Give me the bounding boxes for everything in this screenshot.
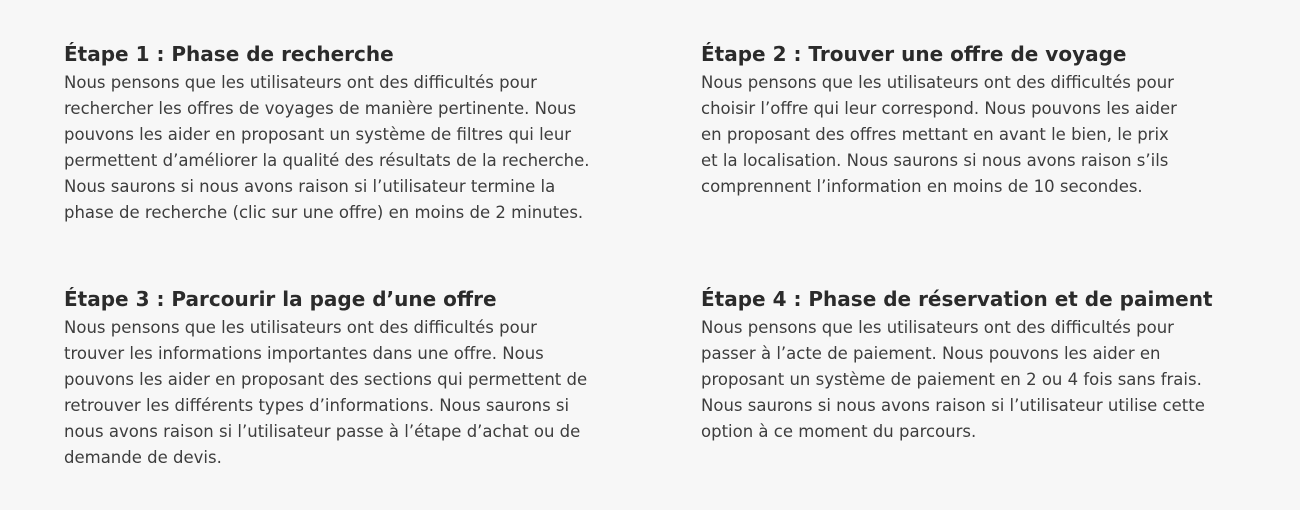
step-1-title: Étape 1 : Phase de recherche bbox=[64, 42, 394, 66]
step-1-line: Nous saurons si nous avons raison si l’utilisateur termine la bbox=[64, 177, 556, 196]
step-4-title: Étape 4 : Phase de réservation et de paiment bbox=[701, 287, 1213, 311]
step-1-line: permettent d’améliorer la qualité des résultats de la recherche. bbox=[64, 151, 590, 170]
step-3-line: pouvons les aider en proposant des sections qui permettent de bbox=[64, 370, 588, 389]
step-2-line: et la localisation. Nous saurons si nous avons raison s’ils bbox=[701, 151, 1169, 170]
step-4-line: option à ce moment du parcours. bbox=[701, 422, 977, 441]
step-1-section bbox=[64, 40, 634, 226]
step-4-line: proposant un système de paiement en 2 ou 4 fois sans frais. bbox=[701, 370, 1202, 389]
step-3-section bbox=[64, 285, 634, 471]
step-1-body bbox=[64, 70, 634, 226]
step-3-title: Étape 3 : Parcourir la page d’une offre bbox=[64, 287, 497, 311]
step-4-body bbox=[701, 315, 1271, 445]
step-2-line: Nous pensons que les utilisateurs ont des difficultés pour bbox=[701, 73, 1174, 92]
step-4-section bbox=[701, 285, 1271, 445]
step-1-line: rechercher les offres de voyages de manière pertinente. Nous bbox=[64, 99, 577, 118]
step-2-body bbox=[701, 70, 1271, 200]
step-2-section bbox=[701, 40, 1271, 200]
step-3-line: trouver les informations importantes dans une offre. Nous bbox=[64, 344, 544, 363]
step-1-line: pouvons les aider en proposant un système de filtres qui leur bbox=[64, 125, 572, 144]
step-1-line: Nous pensons que les utilisateurs ont des difficultés pour bbox=[64, 73, 537, 92]
step-4-line: Nous saurons si nous avons raison si l’utilisateur utilise cette bbox=[701, 396, 1205, 415]
step-2-line: en proposant des offres mettant en avant le bien, le prix bbox=[701, 125, 1169, 144]
step-3-line: demande de devis. bbox=[64, 448, 222, 467]
step-2-line: comprennent l’information en moins de 10 secondes. bbox=[701, 177, 1143, 196]
step-3-body bbox=[64, 315, 634, 471]
step-3-line: retrouver les différents types d’informations. Nous saurons si bbox=[64, 396, 570, 415]
step-2-line: choisir l’offre qui leur correspond. Nous pouvons les aider bbox=[701, 99, 1177, 118]
step-4-line: Nous pensons que les utilisateurs ont des difficultés pour bbox=[701, 318, 1174, 337]
step-3-line: nous avons raison si l’utilisateur passe à l’étape d’achat ou de bbox=[64, 422, 581, 441]
step-4-line: passer à l’acte de paiement. Nous pouvons les aider en bbox=[701, 344, 1161, 363]
step-1-line: phase de recherche (clic sur une offre) en moins de 2 minutes. bbox=[64, 203, 584, 222]
step-3-line: Nous pensons que les utilisateurs ont des difficultés pour bbox=[64, 318, 537, 337]
step-2-title: Étape 2 : Trouver une offre de voyage bbox=[701, 42, 1127, 66]
